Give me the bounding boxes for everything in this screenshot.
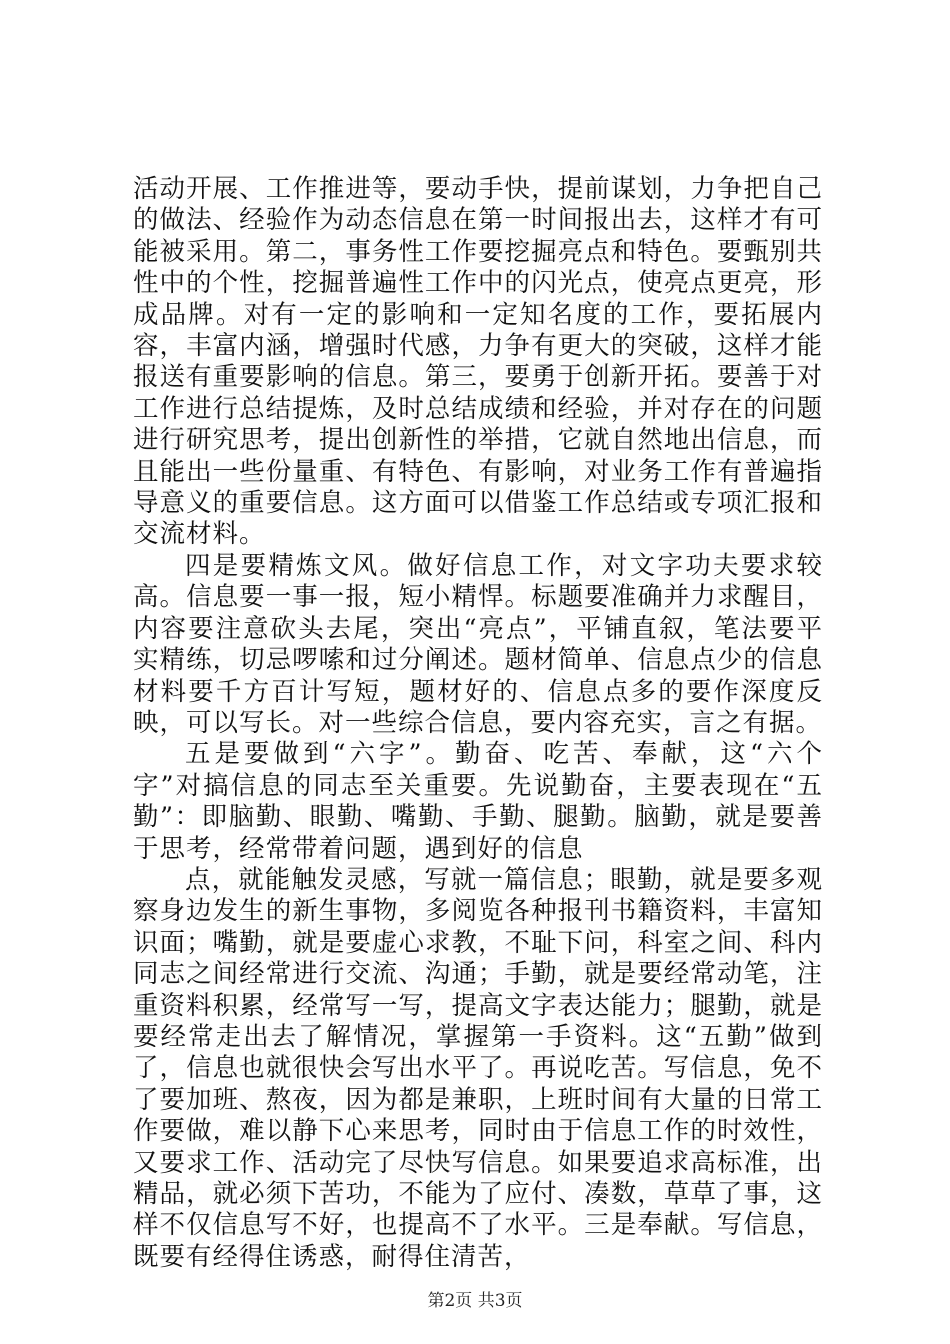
page-number-footer: 第2页 共3页 — [427, 1291, 523, 1311]
paragraph-3: 五是要做到“六字”。勤奋、吃苦、奉献，这“六个字”对搞信息的同志至关重要。先说勤奋，主要表现在“五勤”：即脑勤、眼勤、嘴勤、手勤、腿勤。脑勤，就是要善于思考，经常带着问题，遇到好的信息 — [133, 739, 823, 864]
paragraph-1: 活动开展、工作推进等，要动手快，提前谋划，力争把自己的做法、经验作为动态信息在第一时间报出去，这样才有可能被采用。第二，事务性工作要挖掘亮点和特色。要甄别共性中的个性，挖掘普遍性工作中的闪光点，使亮点更亮，形成品牌。对有一定的影响和一定知名度的工作，要拓展内容，丰富内涵，增强时代感，力争有更大的突破，这样才能报送有重要影响的信息。第三，要勇于创新开拓。要善于对工作进行总结提炼，及时总结成绩和经验，并对存在的问题进行研究思考，提出创新性的举措，它就自然地出信息，而且能出一些份量重、有特色、有影响，对业务工作有普遍指导意义的重要信息。这方面可以借鉴工作总结或专项汇报和交流材料。 — [133, 174, 823, 550]
paragraph-4: 点，就能触发灵感，写就一篇信息；眼勤，就是要多观察身边发生的新生事物，多阅览各种报刊书籍资料，丰富知识面；嘴勤，就是要虚心求教，不耻下问，科室之间、科内同志之间经常进行交流、沟通；手勤，就是要经常动笔，注重资料积累，经常写一写，提高文字表达能力；腿勤，就是要经常走出去了解情况，掌握第一手资料。这“五勤”做到了，信息也就很快会写出水平了。再说吃苦。写信息，免不了要加班、熬夜，因为都是兼职，上班时间有大量的日常工作要做，难以静下心来思考，同时由于信息工作的时效性，又要求工作、活动完了尽快写信息。如果要追求高标准，出精品，就必须下苦功，不能为了应付、凑数，草草了事，这样不仅信息写不好，也提高不了水平。三是奉献。写信息，既要有经得住诱惑，耐得住清苦， — [133, 864, 823, 1272]
document-body — [133, 174, 823, 1273]
paragraph-2: 四是要精炼文风。做好信息工作，对文字功夫要求较高。信息要一事一报，短小精悍。标题要准确并力求醒目，内容要注意砍头去尾，突出“亮点”，平铺直叙，笔法要平实精练，切忌啰嗦和过分阐述。题材简单、信息点少的信息材料要千方百计写短，题材好的、信息点多的要作深度反映，可以写长。对一些综合信息，要内容充实，言之有据。 — [133, 550, 823, 738]
